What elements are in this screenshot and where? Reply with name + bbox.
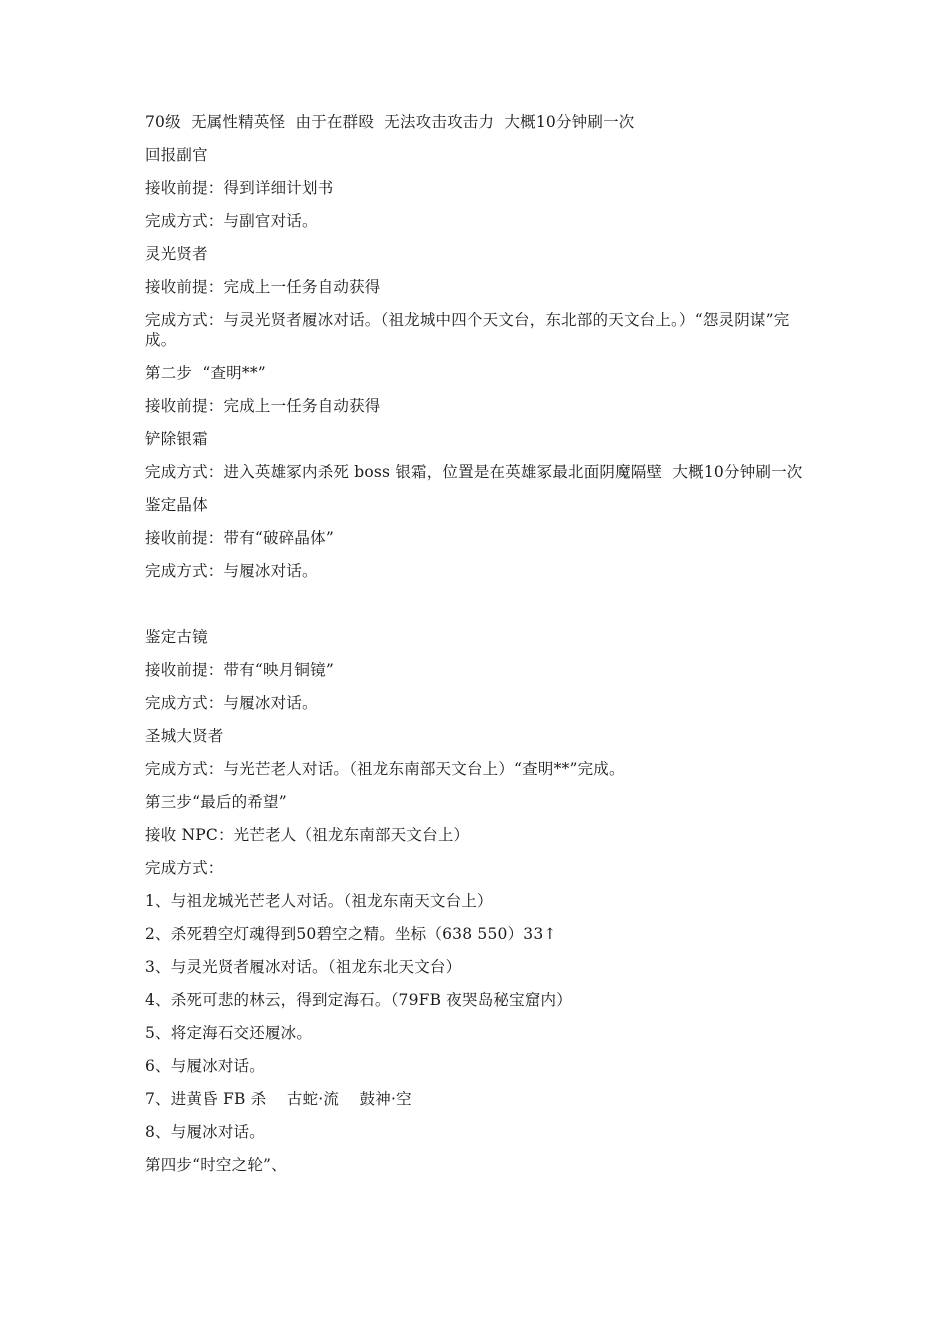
list-item: 6、与履冰对话。: [145, 1057, 265, 1075]
task-completion: 完成方式：与履冰对话。: [145, 562, 318, 580]
list-item: 8、与履冰对话。: [145, 1123, 265, 1141]
task-title-mirror: 鉴定古镜: [145, 628, 208, 646]
line-elite-monster-note: 70级 无属性精英怪 由于在群殴 无法攻击攻击力 大概10分钟刷一次: [145, 113, 635, 131]
list-item: 7、进黄昏 FB 杀 古蛇·流 鼓神·空: [145, 1090, 412, 1108]
task-title-silver-frost: 铲除银霜: [145, 430, 208, 448]
step-heading-four: 第四步“时空之轮”、: [145, 1156, 287, 1174]
task-prerequisite: 接收前提：完成上一任务自动获得: [145, 278, 381, 296]
task-prerequisite: 接收前提：完成上一任务自动获得: [145, 397, 381, 415]
task-prerequisite: 接收前提：带有“映月铜镜”: [145, 661, 334, 679]
task-completion: 完成方式：与灵光贤者履冰对话。（祖龙城中四个天文台，东北部的天文台上。）“怨灵阴谋”完成。: [145, 311, 790, 349]
document-body: [145, 112, 810, 1175]
task-completion: 完成方式：与履冰对话。: [145, 694, 318, 712]
step-heading-two: 第二步 “查明**”: [145, 364, 266, 382]
task-prerequisite: 接收前提：得到详细计划书: [145, 179, 334, 197]
task-title-report-officer: 回报副官: [145, 146, 208, 164]
task-title-grand-sage: 圣城大贤者: [145, 727, 224, 745]
task-title-sage: 灵光贤者: [145, 245, 208, 263]
step-heading-three: 第三步“最后的希望”: [145, 793, 287, 811]
task-completion-label: 完成方式：: [145, 859, 224, 877]
task-title-crystal: 鉴定晶体: [145, 496, 208, 514]
list-item: 4、杀死可悲的林云，得到定海石。（79FB 夜哭岛秘宝窟内）: [145, 991, 572, 1009]
list-item: 3、与灵光贤者履冰对话。（祖龙东北天文台）: [145, 958, 462, 976]
task-npc: 接收 NPC：光芒老人（祖龙东南部天文台上）: [145, 826, 470, 844]
task-completion: 完成方式：与光芒老人对话。（祖龙东南部天文台上）“查明**”完成。: [145, 760, 625, 778]
list-item: 1、与祖龙城光芒老人对话。（祖龙东南天文台上）: [145, 892, 493, 910]
list-item: 5、将定海石交还履冰。: [145, 1024, 313, 1042]
list-item: 2、杀死碧空灯魂得到50碧空之精。坐标（638 550）33↑: [145, 925, 557, 943]
blank-line: [145, 581, 810, 614]
task-prerequisite: 接收前提：带有“破碎晶体”: [145, 529, 334, 547]
task-completion: 完成方式：与副官对话。: [145, 212, 318, 230]
task-completion: 完成方式：进入英雄冢内杀死 boss 银霜，位置是在英雄冢最北面阴魔隔壁 大概10分钟刷一次: [145, 463, 803, 481]
